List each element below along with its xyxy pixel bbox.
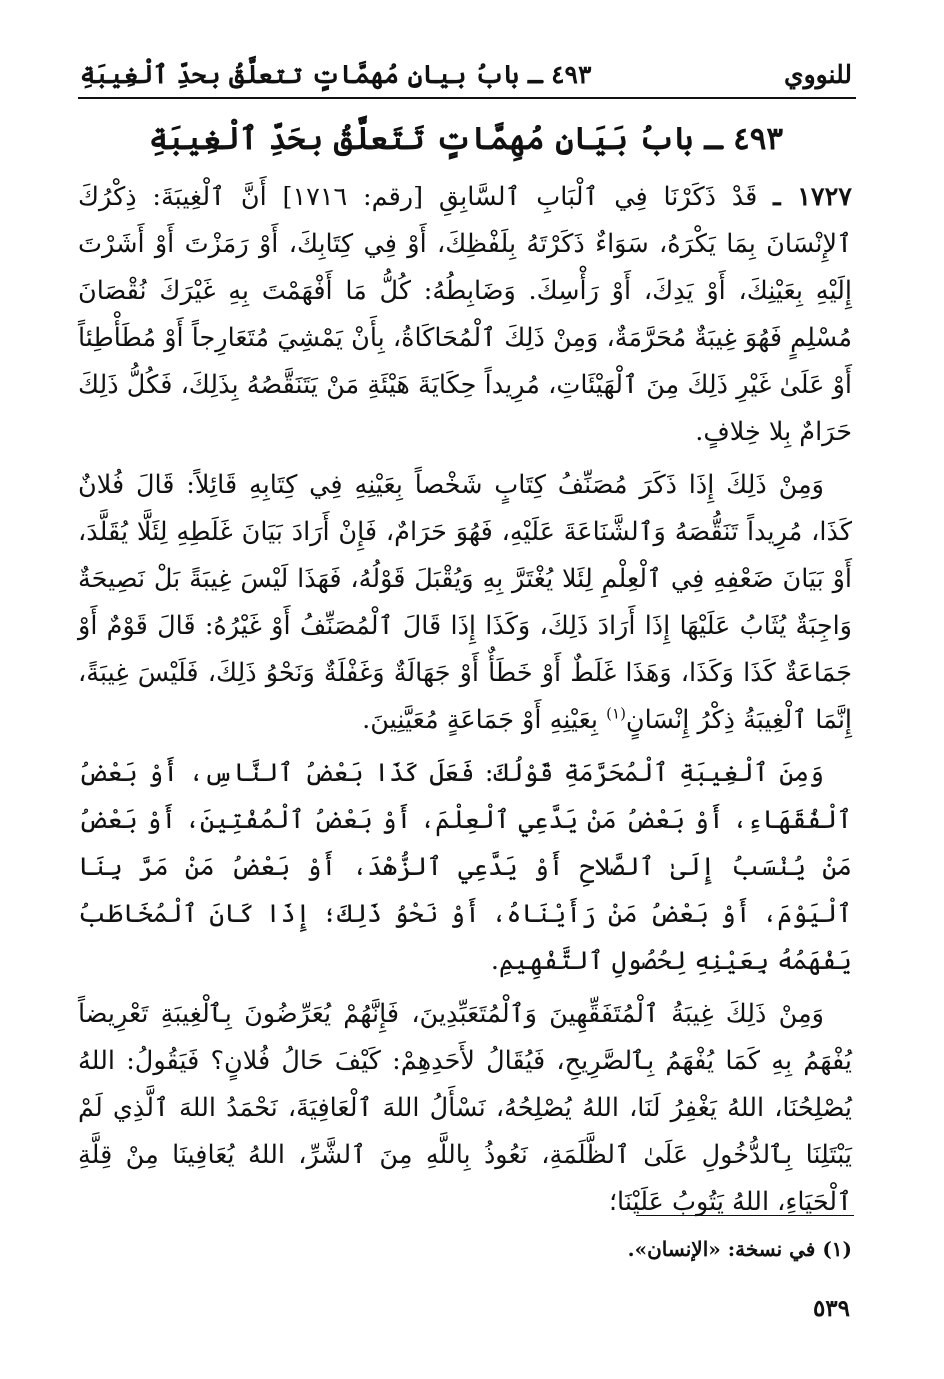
chapter-title: ٤٩٣ ـ بابُ بَيَانِ مُهِمَّاتٍ تَتَعلَّقُ بحَدِّ ٱلْغِيبَةِ: [148, 121, 784, 157]
footnote: (١) في نسخة: «الإنسان».: [627, 1237, 852, 1261]
paragraph-1-text: قَدْ ذَكَرْنَا فِي ٱلْبَابِ ٱلسَّابِقِ [رقم: ١٧١٦] أَنَّ ٱلْغِيبَةَ: ذِكْرُكَ ٱلإِنْسَانَ بِمَا يَكْرَهُ، سَوَاءٌ ذَكَرْتَهُ بِلَفْظِكَ، أَوْ فِي كِتَابِكَ، أَوْ رَمَزْتَ أَوْ أَشَرْتَ إِلَيْهِ بِعَيْنِكَ، أَوْ يَدِكَ، أَوْ رَأْسِكَ. وَضَابِطُهُ: كُلُّ مَا أَفْهَمْتَ بِهِ غَيْرَكَ نُقْصَانَ مُسْلِمٍ فَهُوَ غِيبَةٌ مُحَرَّمَةٌ، وَمِنْ ذَلِكَ ٱلْمُحَاكَاةُ، بِأَنْ يَمْشِيَ مُتَعَارِجاً أَوْ مُطَأْطِئاً أَوْ عَلَىٰ غَيْرِ ذَلِكَ مِنَ ٱلْهَيْئَاتِ، مُرِيداً حِكَايَةَ هَيْئَةِ مَنْ يَتَنَقَّصُهُ بِذَلِكَ، فَكُلُّ ذَلِكَ حَرَامٌ بِلا خِلافٍ.: [78, 182, 852, 447]
header-rule: [78, 97, 856, 99]
paragraph-4: [78, 991, 852, 1226]
running-title: ٤٩٣ ـ بابُ بيانِ مُهمَّاتٍ تتعلَّقُ بحدِّ ٱلْغِيبَةِ: [80, 59, 592, 89]
running-header: [80, 56, 852, 92]
footnote-marker[interactable]: (١): [606, 704, 626, 723]
paragraph-3-text: وَمِنَ ٱلْغِيبَةِ ٱلْمُحَرَّمَةِ قَوْلُكَ: فَعَلَ كَذَا بَعْضُ ٱلنَّاسِ، أَوْ بَعْضُ ٱلْفُقَهَاءِ، أَوْ بَعْضُ مَنْ يَدَّعِي ٱلْعِلْمَ، أَوْ بَعْضُ ٱلْمُفْتِينَ، أَوْ بَعْضُ مَنْ يُنْسَبُ إِلَىٰ ٱلصَّلاحِ أَوْ يَدَّعِي ٱلزُّهْدَ، أَوْ بَعْضُ مَنْ مَرَّ بِنَا ٱلْيَوْمَ، أَوْ بَعْضُ مَنْ رَأَيْنَاهُ، أَوْ نَحْوُ ذَلِكَ؛ إِذَا كَانَ ٱلْمُخَاطَبُ يَفْهَمُهُ بِعَيْنِهِ لِحُصُولِ ٱلتَّفْهِيمِ.: [78, 758, 852, 976]
book-author: للنووي: [784, 59, 852, 89]
paragraph-2: [78, 462, 852, 744]
paragraph-1: [78, 174, 852, 456]
body-text: [78, 174, 852, 1232]
paragraph-3: [78, 750, 852, 985]
paragraph-2-text-after-note: بِعَيْنِهِ أَوْ جَمَاعَةٍ مُعَيَّنِينَ.: [362, 705, 607, 735]
paragraph-2-text-before-note: وَمِنْ ذَلِكَ إِذَا ذَكَرَ مُصَنِّفُ كِتَابٍ شَخْصاً بِعَيْنِهِ فِي كِتَابِهِ قَائِلاً: قَالَ فُلانٌ كَذَا، مُرِيداً تَنَقُّصَهُ وَٱلشَّنَاعَةَ عَلَيْهِ، فَهُوَ حَرَامٌ، فَإِنْ أَرَادَ بَيَانَ غَلَطِهِ لِئَلَّا يُقَلَّدَ، أَوْ بَيَانَ ضَعْفِهِ فِي ٱلْعِلْمِ لِئَلا يُغْتَرَّ بِهِ وَيُقْبَلَ قَوْلُهُ، فَهَذَا لَيْسَ غِيبَةً بَلْ نَصِيحَةٌ وَاجِبَةٌ يُثَابُ عَلَيْهَا إِذَا أَرَادَ ذَلِكَ، وَكَذَا إِذَا قَالَ ٱلْمُصَنِّفُ أَوْ غَيْرُهُ: قَالَ قَوْمٌ أَوْ جَمَاعَةٌ كَذَا وَكَذَا، وَهَذَا غَلَطٌ أَوْ خَطَأٌ أَوْ جَهَالَةٌ وَغَفْلَةٌ وَنَحْوُ ذَلِكَ، فَلَيْسَ غِيبَةً، إِنَّمَا ٱلْغِيبَةُ ذِكْرُ إِنْسَانٍ: [78, 470, 852, 735]
paragraph-4-text: وَمِنْ ذَلِكَ غِيبَةُ ٱلْمُتَفَقِّهِينَ وَٱلْمُتَعَبِّدِينَ، فَإِنَّهُمْ يُعَرِّضُونَ بِٱلْغِيبَةِ تَعْرِيضاً يُفْهَمُ بِهِ كَمَا يُفْهَمُ بِٱلصَّرِيحِ، فَيُقَالُ لأَحَدِهِمْ: كَيْفَ حَالُ فُلانٍ؟ فَيَقُولُ: اللهُ يُصْلِحُنَا، اللهُ يَغْفِرُ لَنَا، اللهُ يُصْلِحُهُ، نَسْأَلُ اللهَ ٱلْعَافِيَةَ، نَحْمَدُ اللهَ ٱلَّذِي لَمْ يَبْتَلِنَا بِٱلدُّخُولِ عَلَىٰ ٱلظَّلَمَةِ، نَعُوذُ بِاللَّهِ مِنَ ٱلشَّرِّ، اللهُ يُعَافِينَا مِنْ قِلَّةِ ٱلْحَيَاءِ، اللهُ يَتُوبُ عَلَيْنَا؛: [78, 999, 852, 1217]
hadith-number: ١٧٢٧ ـ: [773, 182, 852, 212]
page-number: ٥٣٩: [812, 1295, 850, 1322]
footnote-rule: [636, 1215, 854, 1216]
